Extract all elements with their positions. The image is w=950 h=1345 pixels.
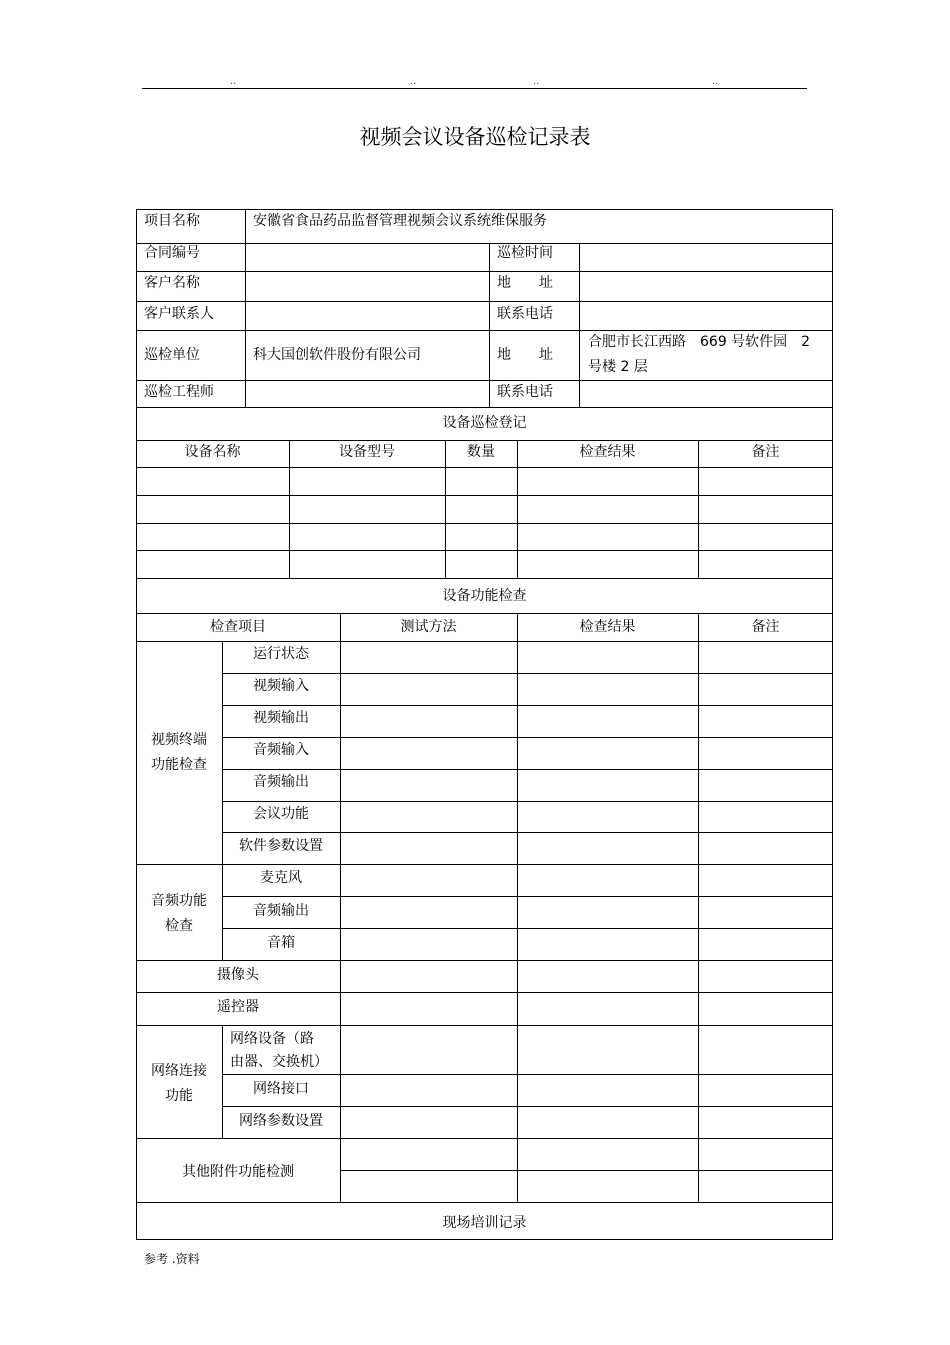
engineer-phone-label: 联系电话	[497, 384, 553, 400]
video-group-line1: 视频终端	[151, 732, 207, 748]
video-group-line2: 功能检查	[151, 757, 207, 773]
audio-item-speaker: 音箱	[267, 935, 295, 951]
project-value: 安徽省食品药品监督管理视频会议系统维保服务	[253, 213, 547, 229]
header-dot-4: ..	[712, 76, 719, 87]
customer-value[interactable]	[253, 272, 483, 294]
contact-phone-value[interactable]	[587, 303, 827, 325]
video-item-audio-output: 音频输出	[253, 774, 309, 790]
audio-item-audio-output: 音频输出	[253, 903, 309, 919]
reg-col-quantity: 数量	[467, 444, 495, 460]
network-item-device-line2: 由器、交换机）	[230, 1054, 328, 1070]
contact-label: 客户联系人	[144, 306, 214, 322]
unit-address-line2: 号楼 2 层	[588, 359, 648, 375]
project-label: 项目名称	[144, 213, 200, 229]
contract-label: 合同编号	[144, 245, 200, 261]
network-item-params: 网络参数设置	[239, 1113, 323, 1129]
engineer-label: 巡检工程师	[144, 384, 214, 400]
footer-note: 参考 .资料	[144, 1252, 200, 1266]
document-title: 视频会议设备巡检记录表	[359, 125, 591, 149]
video-item-software-params: 软件参数设置	[239, 838, 323, 854]
customer-address-value[interactable]	[587, 272, 827, 294]
header-dot-1: ..	[230, 76, 237, 87]
network-item-interface: 网络接口	[253, 1081, 309, 1097]
customer-label: 客户名称	[144, 275, 200, 291]
video-item-conference: 会议功能	[253, 806, 309, 822]
unit-address-label: 地 址	[497, 347, 553, 363]
func-col-result: 检查结果	[579, 619, 636, 635]
reg-col-name: 设备名称	[184, 444, 241, 460]
video-item-audio-input: 音频输入	[253, 742, 309, 758]
engineer-value[interactable]	[253, 381, 483, 403]
contact-phone-label: 联系电话	[497, 306, 553, 322]
camera-item: 摄像头	[217, 967, 259, 983]
engineer-phone-value[interactable]	[587, 381, 827, 403]
training-section-title: 现场培训记录	[442, 1215, 527, 1231]
contact-value[interactable]	[253, 303, 483, 325]
reg-col-result: 检查结果	[579, 444, 636, 460]
func-col-remarks: 备注	[751, 619, 780, 635]
video-item-run-status: 运行状态	[253, 646, 309, 662]
audio-item-microphone: 麦克风	[260, 870, 302, 886]
customer-address-label: 地 址	[497, 275, 553, 291]
audio-group-line1: 音频功能	[151, 893, 207, 909]
unit-address-line1: 合肥市长江西路 669 号软件园 2	[588, 334, 811, 350]
remote-item: 遥控器	[217, 999, 259, 1015]
network-group-line2: 功能	[165, 1088, 193, 1104]
video-item-video-output: 视频输出	[253, 710, 309, 726]
func-col-item: 检查项目	[210, 619, 266, 635]
registration-section-title: 设备巡检登记	[442, 415, 527, 431]
audio-group-line2: 检查	[165, 918, 193, 934]
header-dot-3: ..	[533, 76, 540, 87]
reg-col-remarks: 备注	[751, 444, 780, 460]
network-group-line1: 网络连接	[151, 1063, 207, 1079]
inspection-time-label: 巡检时间	[497, 245, 553, 261]
network-item-device-line1: 网络设备（路	[230, 1031, 314, 1047]
video-item-video-input: 视频输入	[253, 678, 309, 694]
header-rule	[142, 88, 807, 89]
unit-value: 科大国创软件股份有限公司	[253, 347, 421, 363]
unit-label: 巡检单位	[144, 347, 200, 363]
func-col-method: 测试方法	[400, 619, 457, 635]
inspection-form	[136, 209, 833, 1240]
contract-value[interactable]	[253, 242, 483, 264]
function-section-title: 设备功能检查	[442, 588, 527, 604]
inspection-time-value[interactable]	[587, 242, 827, 264]
header-dot-2: ..	[410, 76, 417, 87]
reg-col-model: 设备型号	[339, 444, 395, 460]
other-accessories-item: 其他附件功能检测	[182, 1164, 294, 1180]
